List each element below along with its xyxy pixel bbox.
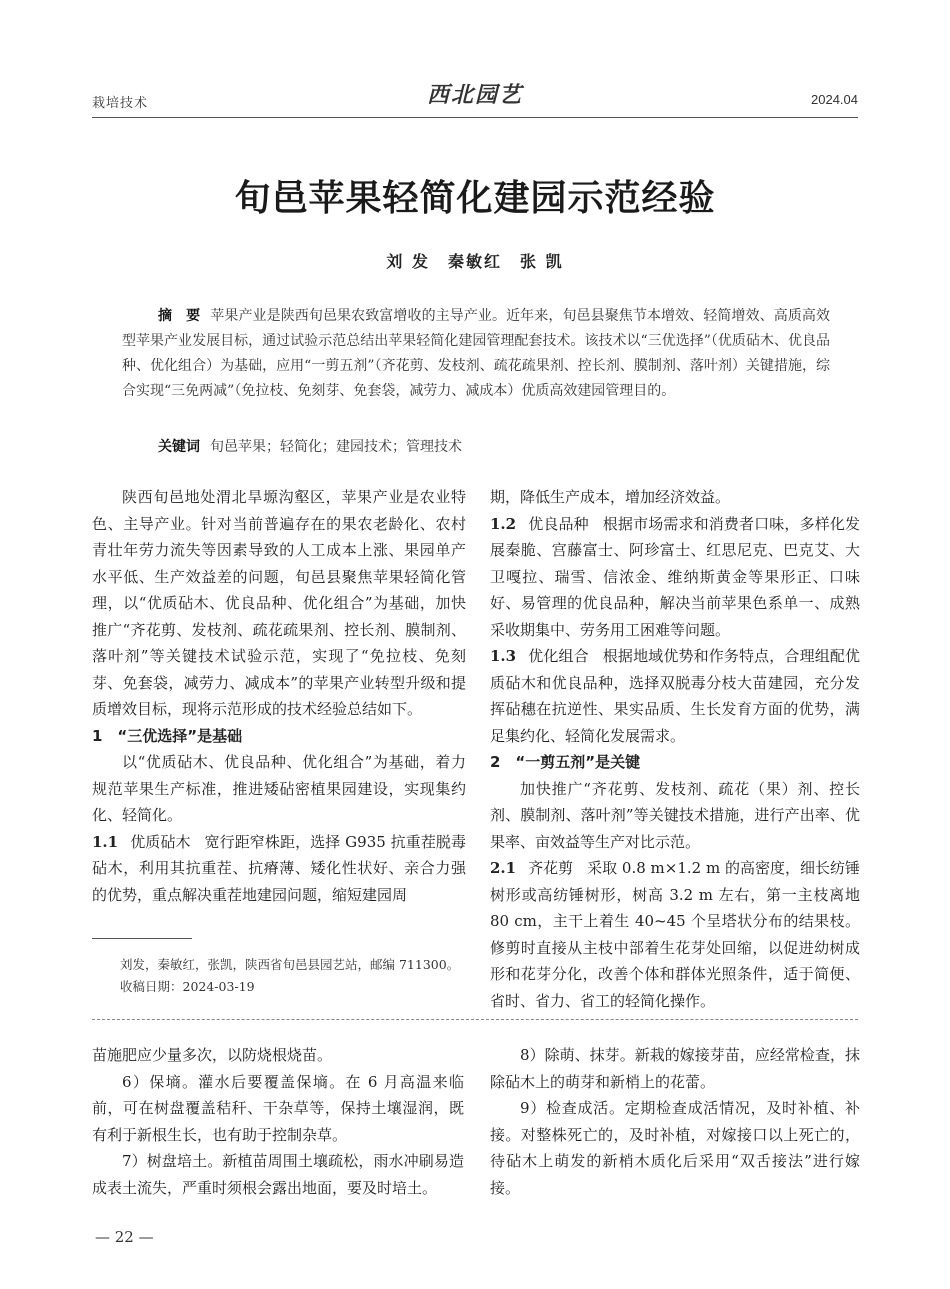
abstract-text: 苹果产业是陕西旬邑果农致富增收的主导产业。近年来，旬邑县聚焦节本增效、轻简增效、高质高效型苹果产业发展目标，通过试验示范总结出苹果轻简化建园管理配套技术。该技术以“三优选择”（优质砧木、优良品种、优化组合）为基础，应用“一剪五剂”（齐花剪、发枝剂、疏花疏果剂、控长剂、膜制剂、落叶剂）关键措施，综合实现“三免两减”（免拉枝、免刻芽、免套袋，减劳力、减成本）优质高效建园管理目的。: [122, 308, 831, 399]
article-separator: [92, 1019, 858, 1020]
page-number: — 22 —: [95, 1228, 154, 1246]
section-2-text: 加快推广“齐花剪、发枝剂、疏花（果）剂、控长剂、膜制剂、落叶剂”等关键技术措施，进行产出率、优果率、亩效益等生产对比示范。: [490, 779, 860, 851]
footnote-received-date: 收稿日期：2024-03-19: [120, 979, 255, 994]
header-rule: [92, 117, 858, 118]
keywords-text: 旬邑苹果；轻简化；建园技术；管理技术: [210, 439, 462, 455]
continued-paragraph: 苗施肥应少量多次，以防烧根烧苗。: [92, 1046, 333, 1064]
section-1-1-number: 1.1: [92, 832, 119, 851]
section-1-3: [490, 643, 860, 749]
continued-paragraph: 7）树盘培土。新植苗周围土壤疏松，雨水冲刷易造成表土流失，严重时须根会露出地面，要及时培土。: [92, 1152, 464, 1197]
intro-paragraph: 陕西旬邑地处渭北旱塬沟壑区，苹果产业是农业特色、主导产业。针对当前普遍存在的果农老龄化、农村青壮年劳力流失等因素导致的人工成本上涨、果园单产水平低、生产效益差的问题，旬邑县聚焦苹果轻简化管理，以“优质砧木、优良品种、优化组合”为基础，加快推广“齐花剪、发枝剂、疏花疏果剂、控长剂、膜制剂、落叶剂”等关键技术试验示范，实现了“免拉枝、免刻芽、免套袋，减劳力、减成本”的苹果产业转型升级和提质增效目标，现将示范形成的技术经验总结如下。: [92, 488, 466, 718]
continued-paragraph: 9）检查成活。定期检查成活情况，及时补植、补接。对整株死亡的，及时补植，对嫁接口以上死亡的，待砧木上萌发的新梢木质化后采用“双舌接法”进行嫁接。: [490, 1099, 860, 1197]
right-column: [490, 484, 860, 1014]
section-1-heading: 1 “三优选择”是基础: [92, 726, 243, 745]
keywords-label: 关键词: [158, 439, 200, 455]
continued-right-column: [490, 1042, 860, 1201]
abstract-label: 摘 要: [158, 308, 201, 324]
section-2-1-text: 采取 0.8 m×1.2 m 的高密度，细长纺锤树形或高纺锤树形，树高 3.2 m 左右，第一主枝离地80 cm，主干上着生 40~45 个呈塔状分布的结果枝。修剪时直接从主枝中部着生花芽处回缩，以促进幼树成形和花芽分化，改善个体和群体光照条件，适于简便、省时、省力、省工的轻简化操作。: [490, 859, 860, 1010]
footnote-rule: [92, 938, 192, 939]
issue-number: 2024.04: [811, 92, 858, 107]
section-2-heading: 2 “一剪五剂”是关键: [490, 753, 641, 771]
section-label: 栽培技术: [92, 96, 149, 111]
section-1-2-name: 优良品种: [528, 514, 589, 533]
section-2-1-number: 2.1: [490, 859, 517, 877]
article-title: 旬邑苹果轻简化建园示范经验: [234, 177, 716, 219]
section-2-1-name: 齐花剪: [528, 859, 574, 877]
section-1-1-name: 优质砧木: [130, 832, 191, 851]
footnote: [120, 954, 480, 998]
section-1-2-text: 根据市场需求和消费者口味，多样化发展秦脆、宫藤富士、阿珍富士、红思尼克、巴克艾、大卫嘎拉、瑞雪、信浓金、维纳斯黄金等果形正、口味好、易管理的优良品种，解决当前苹果色系单一、成熟采收期集中、劳务用工困难等问题。: [490, 514, 860, 639]
continued-paragraph: 6）保墒。灌水后要覆盖保墒。在 6 月高温来临前，可在树盘覆盖秸秆、干杂草等，保持土壤湿润，既有利于新根生长，也有助于控制杂草。: [92, 1072, 464, 1144]
section-2-1: [490, 855, 860, 1014]
section-1-1-text: 宽行距窄株距，选择 G935 抗重茬脱毒砧木，利用其抗重茬、抗瘠薄、矮化性状好、亲合力强的优势，重点解决重茬地建园问题，缩短建园周: [92, 832, 466, 904]
keywords: [158, 436, 830, 456]
footnote-authors: 刘发，秦敏红，张凯，陕西省旬邑县园艺站，邮编 711300。: [120, 957, 460, 972]
section-1-3-number: 1.3: [490, 647, 517, 665]
section-1-3-text: 根据地域优势和作务特点，合理组配优质砧木和优良品种，选择双脱毒分枝大苗建园，充分发挥砧穗在抗逆性、果实品质、生长发育方面的优势，满足集约化、轻简化发展需求。: [490, 647, 860, 745]
authors: 刘 发 秦敏红 张 凯: [386, 252, 564, 271]
section-1-1: [92, 829, 466, 909]
continued-left-column: [92, 1042, 464, 1201]
section-1-text: 以“优质砧木、优良品种、优化组合”为基础，着力规范苹果生产标准，推进矮砧密植果园建设，实现集约化、轻简化。: [92, 753, 466, 824]
section-1-2: [490, 511, 860, 644]
abstract: [122, 304, 830, 404]
continued-paragraph: 8）除萌、抹芽。新栽的嫁接芽苗，应经常检查，抹除砧木上的萌芽和新梢上的花蕾。: [490, 1046, 860, 1091]
section-1-3-name: 优化组合: [528, 647, 589, 665]
section-1-1-continued: 期，降低生产成本，增加经济效益。: [490, 488, 731, 506]
journal-logo: 西北园艺: [426, 82, 523, 108]
section-1-2-number: 1.2: [490, 514, 517, 533]
left-column: [92, 484, 466, 908]
